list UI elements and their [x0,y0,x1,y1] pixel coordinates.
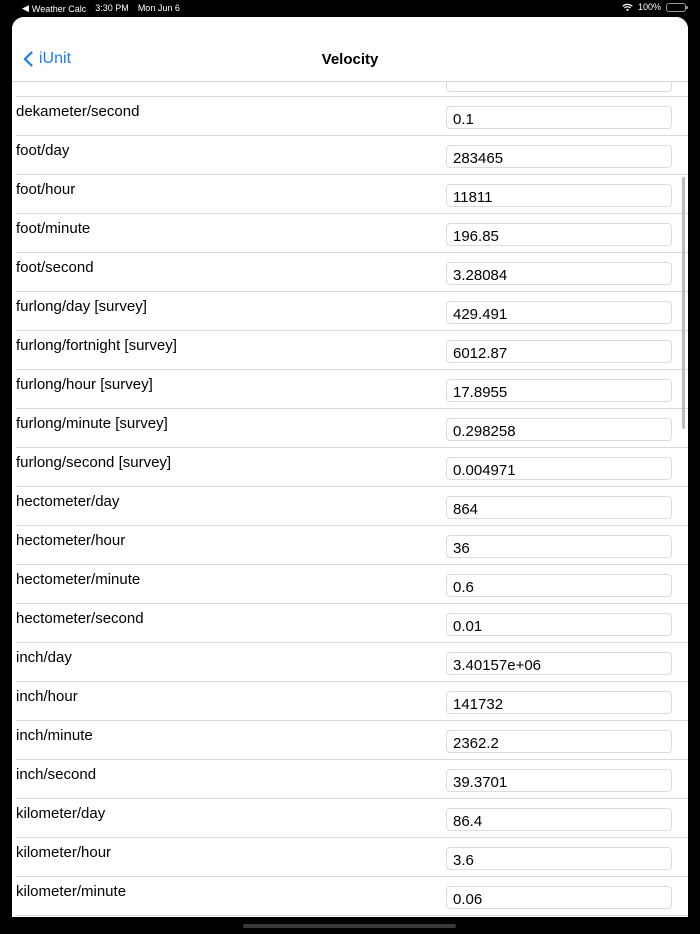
unit-label: hectometer/minute [16,571,141,588]
home-indicator[interactable] [243,924,456,928]
unit-label: inch/hour [16,688,78,705]
unit-label: furlong/minute [survey] [16,415,168,432]
unit-row [16,97,688,136]
status-date: Mon Jun 6 [137,3,180,13]
unit-value-field[interactable] [446,769,672,792]
unit-label: furlong/hour [survey] [16,376,153,393]
unit-value-field[interactable] [446,730,672,753]
unit-value-field[interactable] [446,340,672,363]
unit-value-field[interactable] [446,262,672,285]
unit-row [16,643,688,682]
unit-value-field[interactable] [446,457,672,480]
navigation-bar [12,17,688,82]
unit-value-field[interactable] [446,184,672,207]
unit-row [16,877,688,916]
status-back-app-label: Weather Calc [31,3,87,14]
unit-row [16,799,688,838]
status-left [22,3,180,14]
unit-value-field[interactable] [446,886,672,909]
partial-row [16,81,688,97]
unit-value-field[interactable] [446,535,672,558]
unit-label: inch/second [16,766,97,783]
unit-value-field[interactable] [446,808,672,831]
unit-row [16,292,688,331]
unit-value-field[interactable] [446,574,672,597]
unit-value-field[interactable] [446,496,672,519]
unit-value-field[interactable] [446,652,672,675]
unit-value-field[interactable] [446,691,672,714]
unit-label: furlong/fortnight [survey] [16,337,177,354]
unit-label: furlong/day [survey] [16,298,147,315]
unit-label: dekameter/second [16,103,140,120]
unit-row [16,526,688,565]
unit-label: foot/day [16,142,70,159]
unit-row [16,487,688,526]
unit-row [16,682,688,721]
unit-row [16,721,688,760]
back-button-label: iUnit [39,50,72,67]
partial-value-field[interactable] [446,81,672,92]
unit-label: kilometer/day [16,805,106,822]
unit-row [16,331,688,370]
unit-row [16,565,688,604]
unit-row [16,214,688,253]
unit-row [16,838,688,877]
wifi-icon [622,3,633,12]
unit-value-field[interactable] [446,301,672,324]
status-right [622,2,686,12]
status-time: 3:30 PM [95,3,129,13]
unit-label: foot/hour [16,181,76,198]
unit-row [16,253,688,292]
unit-row [16,409,688,448]
unit-row [16,448,688,487]
status-bar [0,0,700,16]
triangle-left-icon: ◀ [22,3,29,13]
page-title: Velocity [321,51,379,68]
unit-label: hectometer/day [16,493,120,510]
unit-row [16,604,688,643]
unit-label: furlong/second [survey] [16,454,172,471]
unit-label: foot/minute [16,220,91,237]
status-back-to-app[interactable] [22,3,86,14]
unit-label: hectometer/hour [16,532,126,549]
unit-label: inch/day [16,649,72,666]
unit-value-field[interactable] [446,847,672,870]
unit-row [16,175,688,214]
unit-list[interactable] [12,81,688,916]
unit-value-field[interactable] [446,418,672,441]
battery-icon [666,3,686,12]
unit-row [16,370,688,409]
unit-label: kilometer/minute [16,883,127,900]
unit-value-field[interactable] [446,145,672,168]
unit-label: kilometer/hour [16,844,112,861]
battery-percent: 100% [637,2,661,12]
unit-value-field[interactable] [446,613,672,636]
modal-sheet [12,17,688,917]
unit-row [16,136,688,175]
unit-label: inch/minute [16,727,93,744]
unit-label: foot/second [16,259,94,276]
unit-row [16,760,688,799]
unit-value-field[interactable] [446,379,672,402]
scroll-indicator[interactable] [682,177,685,429]
unit-value-field[interactable] [446,223,672,246]
unit-label: hectometer/second [16,610,144,627]
unit-value-field[interactable] [446,106,672,129]
